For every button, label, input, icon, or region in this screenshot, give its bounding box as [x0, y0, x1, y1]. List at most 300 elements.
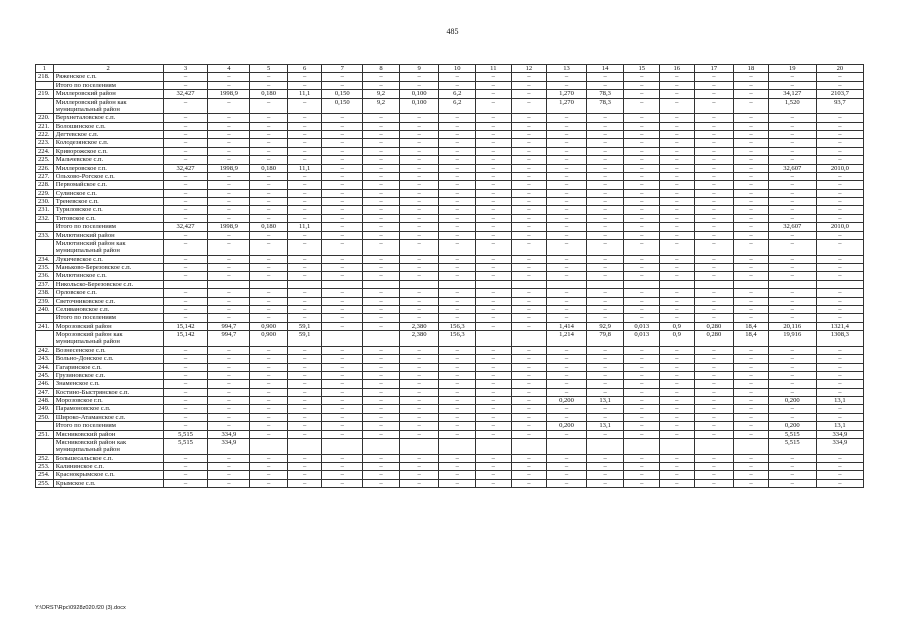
value-cell: –: [250, 231, 288, 239]
value-cell: –: [694, 189, 734, 197]
value-cell: –: [399, 231, 439, 239]
table-row: [36, 289, 864, 297]
value-cell: –: [547, 239, 587, 255]
value-cell: –: [511, 156, 547, 164]
value-cell: –: [768, 289, 816, 297]
value-cell: –: [694, 471, 734, 479]
value-cell: –: [734, 405, 769, 413]
row-index: 228.: [36, 181, 54, 189]
value-cell: –: [250, 189, 288, 197]
value-cell: –: [586, 471, 624, 479]
value-cell: 2010,0: [816, 223, 863, 231]
value-cell: 34,127: [768, 90, 816, 98]
value-cell: –: [287, 430, 322, 438]
value-cell: 334,9: [816, 438, 863, 454]
value-cell: –: [250, 181, 288, 189]
value-cell: –: [734, 388, 769, 396]
value-cell: –: [511, 322, 547, 330]
value-cell: –: [694, 73, 734, 81]
row-index: 230.: [36, 198, 54, 206]
value-cell: –: [250, 198, 288, 206]
value-cell: 1998,9: [208, 90, 250, 98]
column-number-cell: 4: [208, 65, 250, 73]
value-cell: –: [816, 454, 863, 462]
value-cell: –: [208, 305, 250, 313]
value-cell: –: [287, 297, 322, 305]
value-cell: –: [322, 371, 363, 379]
value-cell: –: [476, 289, 512, 297]
value-cell: –: [439, 131, 476, 139]
value-cell: –: [163, 297, 208, 305]
value-cell: –: [163, 388, 208, 396]
value-cell: –: [250, 156, 288, 164]
value-cell: –: [363, 214, 400, 222]
row-name: Треневское с.п.: [53, 198, 163, 206]
row-index: 251.: [36, 430, 54, 438]
value-cell: –: [734, 139, 769, 147]
row-name: Краснокрымское с.п.: [53, 471, 163, 479]
table-row: [36, 147, 864, 155]
value-cell: –: [250, 380, 288, 388]
value-cell: –: [547, 463, 587, 471]
row-index: 238.: [36, 289, 54, 297]
value-cell: –: [208, 422, 250, 430]
value-cell: –: [163, 405, 208, 413]
value-cell: –: [586, 131, 624, 139]
value-cell: [163, 280, 208, 288]
value-cell: 2,380: [399, 331, 439, 347]
value-cell: –: [439, 355, 476, 363]
value-cell: –: [287, 147, 322, 155]
value-cell: –: [208, 463, 250, 471]
value-cell: –: [163, 371, 208, 379]
value-cell: –: [586, 223, 624, 231]
value-cell: –: [768, 198, 816, 206]
value-cell: –: [768, 156, 816, 164]
value-cell: –: [511, 454, 547, 462]
value-cell: –: [694, 371, 734, 379]
row-name: Селивановское с.п.: [53, 305, 163, 313]
value-cell: 1,214: [547, 331, 587, 347]
value-cell: –: [547, 255, 587, 263]
value-cell: –: [439, 297, 476, 305]
value-cell: –: [547, 156, 587, 164]
value-cell: –: [734, 255, 769, 263]
value-cell: 78,3: [586, 98, 624, 114]
value-cell: –: [624, 189, 660, 197]
row-name: Мясниковский район как муниципальный район: [53, 438, 163, 454]
value-cell: –: [624, 405, 660, 413]
value-cell: –: [439, 264, 476, 272]
value-cell: 6,2: [439, 98, 476, 114]
value-cell: –: [250, 272, 288, 280]
value-cell: –: [768, 314, 816, 322]
table-row: [36, 181, 864, 189]
value-cell: [660, 438, 695, 454]
value-cell: –: [476, 388, 512, 396]
value-cell: –: [476, 314, 512, 322]
value-cell: –: [547, 413, 587, 421]
value-cell: –: [511, 272, 547, 280]
value-cell: –: [586, 454, 624, 462]
row-name: Итого по поселениям: [53, 223, 163, 231]
value-cell: –: [694, 305, 734, 313]
row-name: Калининское с.п.: [53, 463, 163, 471]
value-cell: 18,4: [734, 331, 769, 347]
row-index: 237.: [36, 280, 54, 288]
value-cell: –: [511, 463, 547, 471]
value-cell: –: [208, 81, 250, 89]
value-cell: –: [287, 206, 322, 214]
value-cell: –: [816, 264, 863, 272]
value-cell: –: [163, 231, 208, 239]
value-cell: –: [734, 471, 769, 479]
value-cell: –: [586, 114, 624, 122]
value-cell: –: [768, 305, 816, 313]
row-name: Дегтевское с.п.: [53, 131, 163, 139]
value-cell: 0,9: [660, 322, 695, 330]
value-cell: –: [208, 189, 250, 197]
value-cell: 11,1: [287, 223, 322, 231]
value-cell: –: [816, 272, 863, 280]
value-cell: –: [287, 371, 322, 379]
value-cell: –: [660, 397, 695, 405]
value-cell: –: [511, 346, 547, 354]
value-cell: –: [208, 131, 250, 139]
row-name: Никольско-Березовское с.п.: [53, 280, 163, 288]
value-cell: –: [163, 479, 208, 487]
value-cell: –: [816, 139, 863, 147]
value-cell: –: [547, 305, 587, 313]
column-number-cell: 5: [250, 65, 288, 73]
row-index: 245.: [36, 371, 54, 379]
value-cell: –: [287, 405, 322, 413]
value-cell: –: [547, 371, 587, 379]
value-cell: –: [208, 156, 250, 164]
value-cell: –: [476, 422, 512, 430]
value-cell: –: [208, 198, 250, 206]
value-cell: –: [768, 172, 816, 180]
value-cell: –: [624, 98, 660, 114]
value-cell: –: [287, 397, 322, 405]
value-cell: [734, 438, 769, 454]
value-cell: –: [439, 479, 476, 487]
value-cell: –: [547, 363, 587, 371]
value-cell: 0,150: [322, 90, 363, 98]
value-cell: –: [768, 272, 816, 280]
value-cell: –: [250, 139, 288, 147]
value-cell: –: [476, 73, 512, 81]
value-cell: –: [511, 239, 547, 255]
value-cell: 1998,9: [208, 223, 250, 231]
value-cell: –: [476, 297, 512, 305]
row-index: [36, 314, 54, 322]
value-cell: –: [734, 156, 769, 164]
value-cell: –: [586, 181, 624, 189]
row-name: Колодезянское с.п.: [53, 139, 163, 147]
column-number-cell: 3: [163, 65, 208, 73]
row-index: [36, 98, 54, 114]
value-cell: –: [734, 181, 769, 189]
value-cell: –: [734, 73, 769, 81]
value-cell: –: [660, 189, 695, 197]
value-cell: –: [439, 314, 476, 322]
value-cell: –: [511, 305, 547, 313]
value-cell: 15,142: [163, 331, 208, 347]
value-cell: –: [287, 272, 322, 280]
value-cell: –: [660, 114, 695, 122]
value-cell: 0,200: [547, 422, 587, 430]
row-index: 248.: [36, 397, 54, 405]
value-cell: –: [363, 239, 400, 255]
value-cell: [511, 280, 547, 288]
value-cell: –: [694, 355, 734, 363]
value-cell: –: [816, 255, 863, 263]
value-cell: –: [511, 172, 547, 180]
value-cell: –: [163, 471, 208, 479]
row-index: [36, 422, 54, 430]
table-row: [36, 405, 864, 413]
value-cell: –: [694, 81, 734, 89]
column-number-cell: 19: [768, 65, 816, 73]
table-row: [36, 413, 864, 421]
value-cell: –: [511, 214, 547, 222]
value-cell: –: [250, 239, 288, 255]
value-cell: –: [816, 231, 863, 239]
value-cell: –: [399, 114, 439, 122]
value-cell: –: [208, 214, 250, 222]
row-name: Волошинское с.п.: [53, 122, 163, 130]
table-row: [36, 114, 864, 122]
value-cell: –: [660, 305, 695, 313]
row-name: Крымское с.п.: [53, 479, 163, 487]
row-index: 253.: [36, 463, 54, 471]
value-cell: –: [768, 206, 816, 214]
value-cell: 0,180: [250, 164, 288, 172]
value-cell: –: [624, 289, 660, 297]
value-cell: –: [363, 172, 400, 180]
value-cell: 0,200: [768, 397, 816, 405]
value-cell: –: [250, 463, 288, 471]
value-cell: –: [363, 131, 400, 139]
value-cell: –: [322, 122, 363, 130]
value-cell: –: [439, 413, 476, 421]
value-cell: –: [322, 223, 363, 231]
value-cell: –: [163, 305, 208, 313]
value-cell: –: [660, 239, 695, 255]
column-number-cell: 20: [816, 65, 863, 73]
row-name: Миллеровский район как муниципальный район: [53, 98, 163, 114]
value-cell: –: [208, 147, 250, 155]
value-cell: –: [363, 189, 400, 197]
value-cell: –: [734, 380, 769, 388]
row-name: Сулинское с.п.: [53, 189, 163, 197]
value-cell: –: [250, 81, 288, 89]
table-row: [36, 255, 864, 263]
value-cell: –: [734, 422, 769, 430]
value-cell: –: [586, 164, 624, 172]
value-cell: –: [586, 463, 624, 471]
table-row: [36, 314, 864, 322]
value-cell: 0,100: [399, 90, 439, 98]
value-cell: –: [547, 297, 587, 305]
value-cell: –: [624, 463, 660, 471]
value-cell: –: [547, 206, 587, 214]
value-cell: –: [660, 289, 695, 297]
value-cell: –: [694, 264, 734, 272]
value-cell: –: [208, 397, 250, 405]
value-cell: –: [586, 255, 624, 263]
value-cell: –: [163, 131, 208, 139]
value-cell: –: [768, 471, 816, 479]
value-cell: –: [586, 363, 624, 371]
value-cell: –: [511, 430, 547, 438]
value-cell: –: [250, 355, 288, 363]
value-cell: –: [586, 172, 624, 180]
value-cell: –: [768, 479, 816, 487]
row-name: Миллеровский район: [53, 90, 163, 98]
row-index: 252.: [36, 454, 54, 462]
value-cell: –: [322, 322, 363, 330]
value-cell: –: [768, 380, 816, 388]
value-cell: –: [816, 314, 863, 322]
value-cell: –: [511, 98, 547, 114]
value-cell: –: [208, 479, 250, 487]
value-cell: –: [660, 147, 695, 155]
value-cell: –: [163, 198, 208, 206]
value-cell: –: [624, 388, 660, 396]
value-cell: –: [734, 430, 769, 438]
value-cell: –: [322, 463, 363, 471]
table-row: [36, 206, 864, 214]
value-cell: –: [322, 297, 363, 305]
row-name: Большесальское с.п.: [53, 454, 163, 462]
value-cell: –: [208, 231, 250, 239]
value-cell: –: [586, 430, 624, 438]
value-cell: –: [439, 371, 476, 379]
value-cell: –: [768, 413, 816, 421]
value-cell: –: [734, 172, 769, 180]
value-cell: 334,9: [816, 430, 863, 438]
value-cell: –: [547, 272, 587, 280]
value-cell: –: [586, 206, 624, 214]
value-cell: –: [439, 214, 476, 222]
row-name: Костино-Быстрянское с.п.: [53, 388, 163, 396]
value-cell: –: [322, 164, 363, 172]
value-cell: –: [287, 156, 322, 164]
value-cell: –: [586, 231, 624, 239]
value-cell: [250, 280, 288, 288]
value-cell: –: [208, 355, 250, 363]
value-cell: –: [287, 289, 322, 297]
value-cell: –: [250, 264, 288, 272]
row-name: Знаменское с.п.: [53, 380, 163, 388]
value-cell: –: [660, 98, 695, 114]
value-cell: 0,200: [768, 422, 816, 430]
value-cell: [399, 280, 439, 288]
row-index: 255.: [36, 479, 54, 487]
value-cell: [547, 280, 587, 288]
value-cell: –: [816, 463, 863, 471]
value-cell: –: [363, 139, 400, 147]
value-cell: [511, 438, 547, 454]
value-cell: –: [363, 305, 400, 313]
row-name: Морозовское г.п.: [53, 397, 163, 405]
value-cell: –: [208, 363, 250, 371]
value-cell: [363, 280, 400, 288]
value-cell: –: [322, 471, 363, 479]
value-cell: [250, 438, 288, 454]
value-cell: –: [287, 255, 322, 263]
value-cell: –: [287, 114, 322, 122]
column-number-cell: 12: [511, 65, 547, 73]
value-cell: –: [547, 214, 587, 222]
value-cell: –: [547, 388, 587, 396]
value-cell: –: [439, 454, 476, 462]
row-name: Криворожское с.п.: [53, 147, 163, 155]
value-cell: –: [250, 98, 288, 114]
value-cell: –: [768, 255, 816, 263]
value-cell: –: [476, 223, 512, 231]
value-cell: 156,3: [439, 331, 476, 347]
value-cell: –: [250, 114, 288, 122]
value-cell: –: [363, 289, 400, 297]
row-index: [36, 223, 54, 231]
value-cell: [322, 331, 363, 347]
value-cell: –: [547, 479, 587, 487]
value-cell: –: [624, 231, 660, 239]
value-cell: –: [322, 422, 363, 430]
value-cell: –: [586, 239, 624, 255]
row-index: 247.: [36, 388, 54, 396]
value-cell: –: [547, 355, 587, 363]
value-cell: –: [476, 131, 512, 139]
value-cell: –: [547, 231, 587, 239]
value-cell: –: [768, 214, 816, 222]
table-row: [36, 471, 864, 479]
value-cell: –: [660, 388, 695, 396]
value-cell: –: [660, 314, 695, 322]
value-cell: –: [476, 405, 512, 413]
value-cell: –: [208, 405, 250, 413]
value-cell: –: [734, 479, 769, 487]
value-cell: –: [660, 355, 695, 363]
value-cell: [694, 438, 734, 454]
value-cell: –: [439, 114, 476, 122]
value-cell: –: [624, 239, 660, 255]
value-cell: –: [694, 214, 734, 222]
value-cell: –: [624, 81, 660, 89]
value-cell: –: [163, 98, 208, 114]
value-cell: –: [734, 198, 769, 206]
value-cell: –: [163, 122, 208, 130]
value-cell: –: [660, 156, 695, 164]
value-cell: –: [322, 198, 363, 206]
column-number-cell: 18: [734, 65, 769, 73]
value-cell: –: [624, 397, 660, 405]
table-row: [36, 380, 864, 388]
value-cell: [624, 280, 660, 288]
value-cell: –: [363, 380, 400, 388]
value-cell: –: [511, 231, 547, 239]
value-cell: –: [624, 255, 660, 263]
value-cell: –: [439, 272, 476, 280]
value-cell: –: [250, 397, 288, 405]
value-cell: –: [250, 255, 288, 263]
value-cell: –: [322, 346, 363, 354]
value-cell: –: [322, 305, 363, 313]
value-cell: –: [250, 206, 288, 214]
